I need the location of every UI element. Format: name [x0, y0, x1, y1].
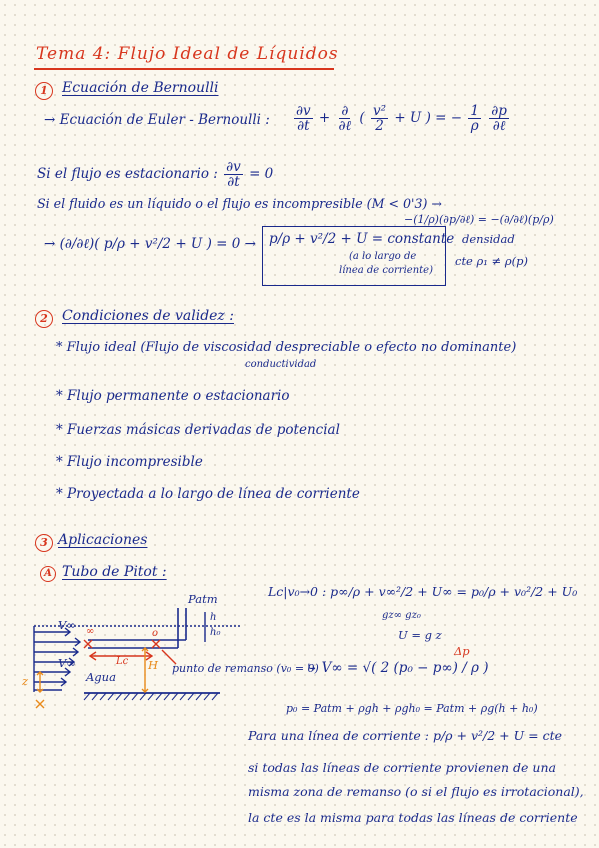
stationary-line: Si el flujo es estacionario : $\frac{\partial v}{\partial t}$ = 0: [37, 159, 274, 190]
g-height-labels: gz∞ gz₀: [382, 610, 421, 621]
streamline-constant: Para una línea de corriente : p/ρ + v²/2 + U = cte: [248, 728, 562, 743]
euler-equation: $\frac{\partial v}{\partial t}$ + $\frac{\partial}{\text{∂ℓ}}$ ( $\frac{\text{v²}}{2}$ + U ) = − $\frac{1}{\rho}$ $\frac{\partial p}{\text{∂ℓ}}$: [296, 103, 507, 134]
boxed-note-2: línea de corriente): [339, 265, 433, 276]
z-label: z: [22, 674, 29, 688]
liquid-equation: −(1/ρ)(∂p/∂ℓ) = −(∂/∂ℓ)(p/ρ): [404, 213, 554, 226]
section-1-title: Ecuación de Bernoulli: [62, 80, 219, 96]
lc-bernoulli-equation: Lc|v₀→0 : p∞/ρ + v∞²/2 + U∞ = p₀/ρ + v₀²/2 + U₀: [268, 584, 578, 599]
subsection-a-title: Tubo de Pitot :: [62, 564, 167, 580]
validity-item-1: * Flujo ideal (Flujo de viscosidad despreciable o efecto no dominante): [56, 340, 517, 355]
section-3-title: Aplicaciones: [58, 532, 148, 548]
section-2-title: Condiciones de validez :: [62, 308, 234, 324]
derivation-line: → (∂/∂ℓ)( p/ρ + v²/2 + U ) = 0 →: [44, 236, 256, 252]
euler-label: Ecuación de Euler - Bernoulli :: [59, 112, 270, 128]
v-inf-equation: ⤷ V∞ = √( 2 (p₀ − p∞) / ρ ): [306, 660, 489, 676]
boxed-note-1: (a lo largo de: [349, 251, 417, 262]
validity-item-5: * Proyectada a lo largo de línea de corriente: [56, 486, 360, 502]
validity-item-4: * Flujo incompresible: [56, 454, 203, 470]
subsection-a-number: A: [40, 566, 56, 582]
density-constant: cte ρ₁ ≠ ρ(p): [455, 254, 528, 268]
euler-bernoulli-line: → Ecuación de Euler - Bernoulli :: [44, 112, 270, 128]
v-inf-mid-label: V∞: [58, 656, 76, 670]
boxed-equation: p/ρ + v²/2 + U = constante: [269, 231, 455, 247]
patm-label: Patm: [188, 592, 218, 606]
section-3-number: 3: [35, 534, 53, 552]
conclusion-line-3: la cte es la misma para todas las líneas de corriente: [248, 810, 578, 825]
o-mark: o: [152, 628, 159, 639]
validity-item-2: * Flujo permanente o estacionario: [56, 388, 290, 404]
v-inf-top-label: V∞: [58, 618, 76, 632]
conclusion-line-1: si todas las líneas de corriente provienen de una: [248, 760, 556, 775]
lc-label: Lc: [116, 656, 129, 667]
conductivity-note: conductividad: [245, 359, 317, 370]
liquid-condition: Si el fluido es un líquido o el flujo es incompresible (M < 0'3) →: [37, 196, 442, 211]
h-label: h: [210, 612, 217, 623]
page-title: Tema 4: Flujo Ideal de Líquidos: [36, 44, 339, 64]
validity-item-3: * Fuerzas másicas derivadas de potencial: [56, 422, 340, 438]
delta-p-label: Δp: [454, 644, 470, 658]
stagnation-point-label: punto de remanso (v₀ = 0): [172, 662, 319, 675]
h0-label: h₀: [210, 627, 221, 638]
section-2-number: 2: [35, 310, 53, 328]
inf-mark: ∞: [86, 626, 95, 637]
conclusion-line-2: misma zona de remanso (o si el flujo es irrotacional),: [248, 784, 584, 799]
section-1-number: 1: [35, 82, 53, 100]
potential-equation: U = g z: [398, 628, 442, 642]
density-label: densidad: [462, 232, 515, 246]
stagnation-pressure-equation: p₀ = Patm + ρgh + ρgh₀ = Patm + ρg(h + h₀): [286, 702, 538, 715]
water-label: Agua: [86, 670, 116, 684]
H-label: H: [148, 658, 159, 672]
